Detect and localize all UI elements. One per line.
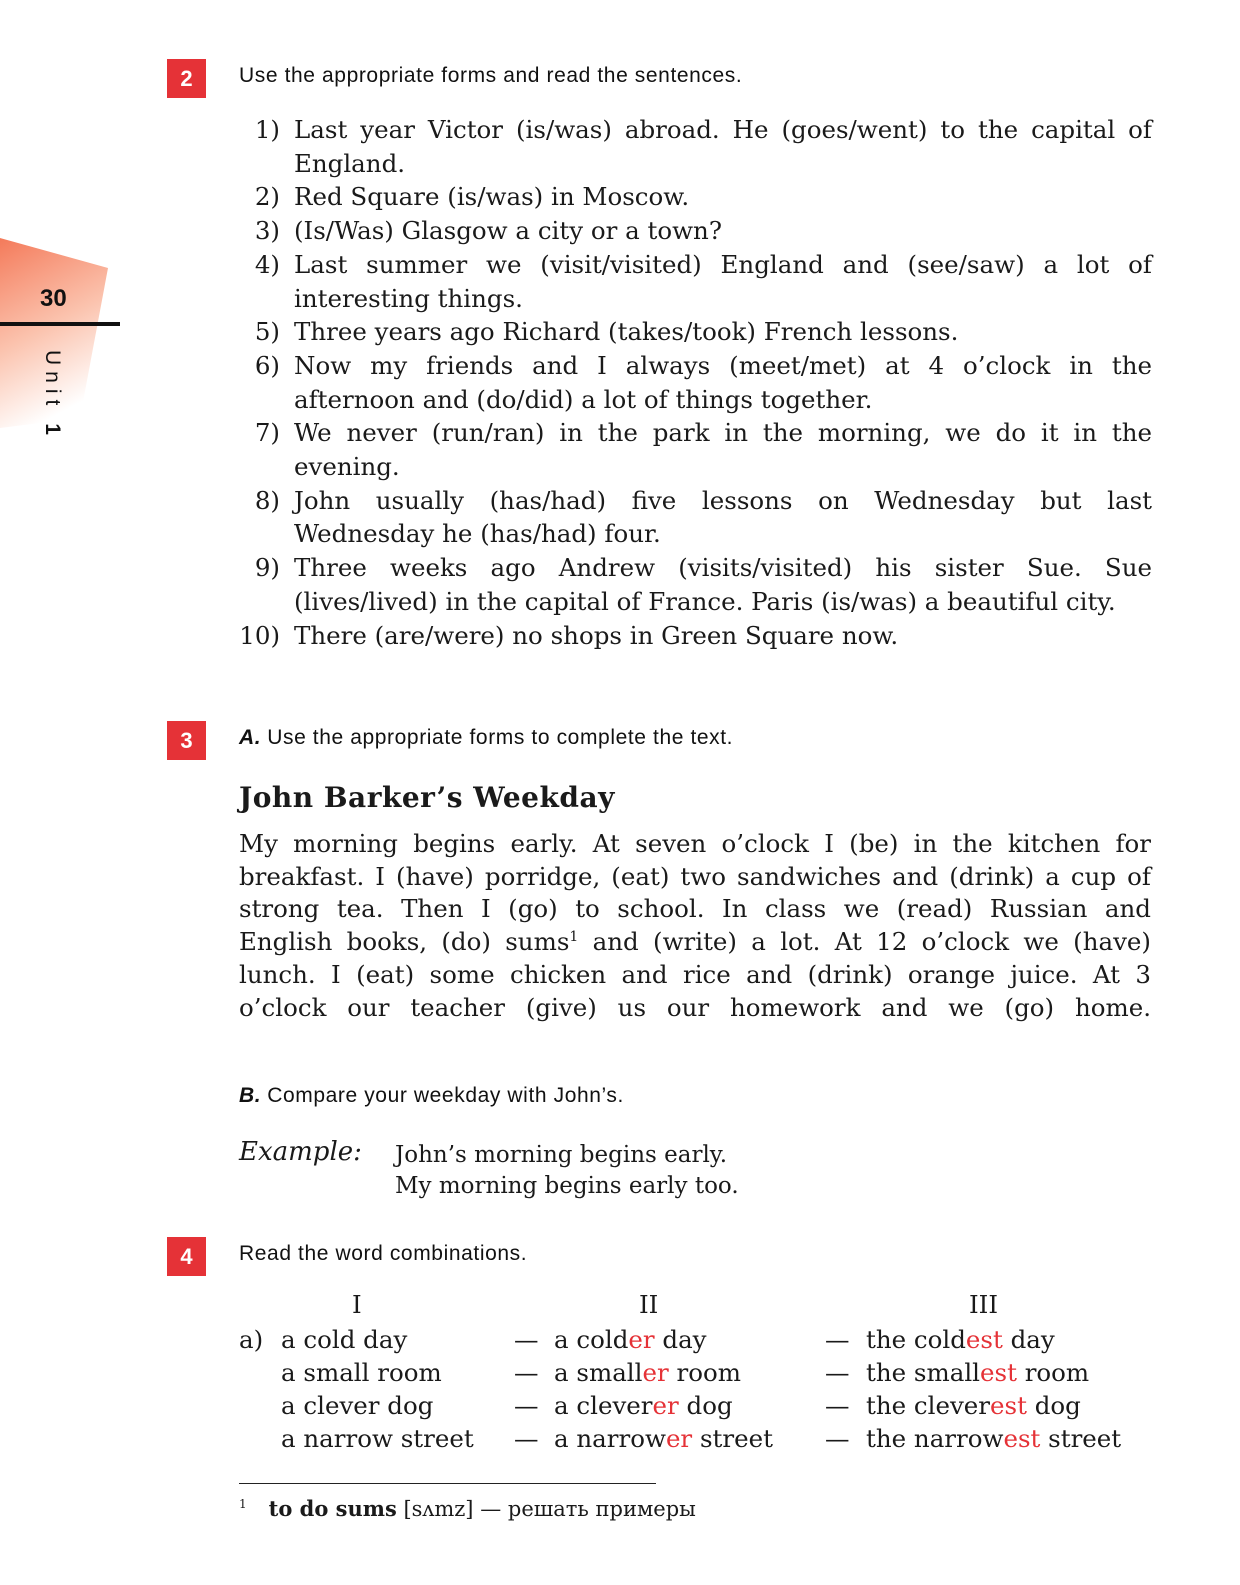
- comparative-form: [554, 1391, 733, 1420]
- suffix: est: [1003, 1424, 1041, 1453]
- example-lines: [395, 1140, 995, 1202]
- footnote-term: to do sums: [268, 1496, 397, 1521]
- item-number: 7): [254, 418, 280, 448]
- noun: day: [1002, 1325, 1055, 1354]
- stem: the clever: [866, 1391, 991, 1420]
- item-text: Last year Victor (is/was) abroad. He (goes/went) to the capital of England.: [294, 115, 1152, 178]
- base-form: a narrow street: [281, 1424, 474, 1453]
- noun: street: [1040, 1424, 1122, 1453]
- column-header-2: II: [639, 1290, 659, 1319]
- list-item: [222, 113, 1152, 180]
- stem: a cold: [554, 1325, 629, 1354]
- list-item: [222, 180, 1152, 214]
- unit-number: 1: [41, 423, 64, 441]
- dash: —: [825, 1391, 850, 1420]
- item-text: Three years ago Richard (takes/took) French lessons.: [294, 317, 959, 347]
- item-number: 5): [254, 317, 280, 347]
- dash: —: [514, 1391, 539, 1420]
- list-item: [222, 416, 1152, 483]
- exercise-2-badge: 2: [167, 59, 206, 98]
- stem: the small: [866, 1358, 980, 1387]
- suffix: er: [642, 1358, 669, 1387]
- list-item: [222, 484, 1152, 551]
- unit-label: [34, 350, 64, 441]
- footnote-translation: решать примеры: [507, 1497, 696, 1521]
- noun: street: [692, 1424, 773, 1453]
- item-text: Red Square (is/was) in Moscow.: [294, 182, 690, 212]
- dash: —: [825, 1424, 850, 1453]
- item-text: Three weeks ago Andrew (visits/visited) his sister Sue. Sue (lives/lived) in the capital of France. Paris (is/was) a beautiful city.: [294, 553, 1152, 616]
- item-number: 4): [254, 249, 280, 279]
- list-item: [222, 248, 1152, 315]
- stem: a clever: [554, 1391, 653, 1420]
- list-item: [222, 214, 1152, 248]
- item-number: 2): [254, 182, 280, 212]
- example-line: My morning begins early too.: [395, 1173, 739, 1199]
- exercise-2-instruction: Use the appropriate forms and read the sentences.: [239, 64, 743, 87]
- part-b-label: B.: [239, 1084, 262, 1107]
- part-b-text: Compare your weekday with John’s.: [267, 1084, 624, 1107]
- item-number: 3): [254, 216, 280, 246]
- superlative-form: [866, 1391, 1081, 1420]
- item-number: 6): [254, 350, 280, 380]
- noun: room: [1016, 1358, 1090, 1387]
- part-a-label: A.: [239, 726, 262, 749]
- footnote-divider: [239, 1483, 656, 1484]
- story-body-1: My morning begins early. At seven o’clock I (be) in the kitchen for breakfast. I (have) porridge, (eat) two sandwiches and (drink) a cup of strong tea. Then I (go) to school. In class we (read) Russian and English books, (do) sums: [239, 829, 1151, 957]
- suffix: est: [980, 1358, 1017, 1387]
- story-title: John Barker’s Weekday: [239, 781, 615, 814]
- footnote-marker: 1: [239, 1497, 247, 1511]
- dash: —: [514, 1325, 539, 1354]
- row-label: a): [239, 1325, 264, 1354]
- item-number: 9): [254, 553, 280, 583]
- list-item: [222, 551, 1152, 618]
- list-item: [222, 349, 1152, 416]
- item-text: (Is/Was) Glasgow a city or a town?: [294, 216, 722, 246]
- suffix: er: [665, 1424, 693, 1453]
- item-number: 1): [254, 115, 280, 144]
- unit-word: Unit: [41, 350, 64, 412]
- column-header-1: I: [352, 1290, 362, 1319]
- dash: —: [514, 1358, 539, 1387]
- exercise-2-sentences: [222, 113, 1152, 652]
- superlative-form: [866, 1424, 1121, 1453]
- stem: a narrow: [554, 1424, 666, 1453]
- exercise-4-badge: 4: [167, 1237, 206, 1276]
- dash: —: [825, 1325, 850, 1354]
- noun: dog: [678, 1391, 733, 1420]
- base-form: a cold day: [281, 1325, 408, 1354]
- comparative-form: [554, 1325, 707, 1354]
- exercise-3-badge: 3: [167, 721, 206, 760]
- item-text: There (are/were) no shops in Green Square now.: [294, 620, 899, 650]
- exercise-3a-instruction: [239, 726, 733, 750]
- noun: day: [654, 1325, 707, 1354]
- exercise-4-instruction: Read the word combinations.: [239, 1242, 528, 1265]
- item-number: 10): [239, 620, 280, 650]
- tab-divider: [0, 322, 120, 326]
- comparative-form: [554, 1424, 773, 1453]
- noun: room: [668, 1358, 741, 1387]
- column-header-3: III: [969, 1290, 999, 1319]
- footnote: [239, 1496, 696, 1521]
- comparative-form: [554, 1358, 741, 1387]
- list-item: [222, 619, 1152, 653]
- base-form: a clever dog: [281, 1391, 434, 1420]
- story-body-2: and (write) a lot. At 12 o’clock we (have) lunch. I (eat) some chicken and rice and (drink) orange juice. At 3 o’clock our teacher (give) us our homework and we (go) home.: [239, 927, 1151, 1022]
- example-line: John’s morning begins early.: [395, 1142, 728, 1168]
- item-text: Last summer we (visit/visited) England and (see/saw) a lot of interesting things.: [294, 249, 1152, 313]
- stem: a small: [554, 1358, 643, 1387]
- footnote-ref: 1: [569, 929, 579, 946]
- item-text: We never (run/ran) in the park in the morning, we do it in the evening.: [294, 418, 1152, 482]
- footnote-transcription: [sʌmz]: [403, 1497, 474, 1521]
- item-number: 8): [254, 485, 280, 515]
- story-text: [239, 828, 1151, 1024]
- part-a-text: Use the appropriate forms to complete the text.: [267, 726, 734, 749]
- list-item: [222, 315, 1152, 349]
- stem: the cold: [866, 1325, 966, 1354]
- item-text: John usually (has/had) five lessons on Wednesday but last Wednesday he (has/had) four.: [294, 485, 1152, 549]
- footnote-dash: —: [480, 1497, 502, 1521]
- suffix: er: [652, 1391, 679, 1420]
- item-text: Now my friends and I always (meet/met) at 4 o’clock in the afternoon and (do/did) a lot of things together.: [294, 350, 1152, 414]
- base-form: a small room: [281, 1358, 442, 1387]
- stem: the narrow: [866, 1424, 1004, 1453]
- superlative-form: [866, 1325, 1055, 1354]
- suffix: est: [990, 1391, 1027, 1420]
- noun: dog: [1026, 1391, 1081, 1420]
- suffix: est: [965, 1325, 1003, 1354]
- superlative-form: [866, 1358, 1089, 1387]
- suffix: er: [628, 1325, 655, 1354]
- example-label: Example:: [239, 1137, 362, 1167]
- dash: —: [825, 1358, 850, 1387]
- dash: —: [514, 1424, 539, 1453]
- page-number: 30: [40, 285, 67, 312]
- exercise-3b-instruction: [239, 1084, 624, 1108]
